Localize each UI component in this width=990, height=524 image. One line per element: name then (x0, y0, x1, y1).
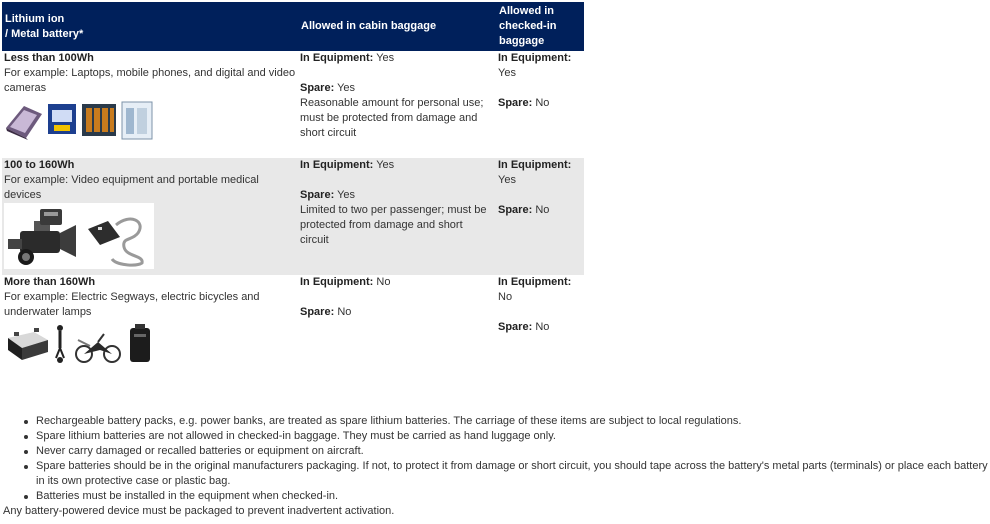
spare-label: Spare: (498, 321, 533, 333)
row-example: For example: Laptops, mobile phones, and digital and video cameras (4, 67, 296, 94)
spare-label: Spare: (300, 82, 335, 94)
list-item: Spare lithium batteries are not allowed in checked-in baggage. They must be carried as hand luggage only. (36, 429, 988, 444)
car-battery-icon (8, 328, 48, 360)
header-cabin-baggage: Allowed in cabin baggage (298, 2, 496, 51)
footer-note: Any battery-powered device must be packaged to prevent inadvertent activation. (3, 505, 395, 517)
electric-bicycle-icon (76, 334, 120, 362)
list-item: Never carry damaged or recalled batteries or equipment on aircraft. (36, 444, 988, 459)
equipment-label: In Equipment: (498, 52, 572, 64)
example-images (4, 100, 296, 140)
battery-type-cell (2, 51, 298, 158)
spare-value: Yes (337, 82, 356, 94)
laptop-icon (6, 106, 42, 140)
header-battery-type: Lithium ion / Metal battery* (2, 2, 298, 51)
equipment-label: In Equipment: (300, 276, 374, 288)
camera-battery-icon (40, 209, 62, 225)
underwater-lamp-battery-icon (130, 324, 150, 362)
equipment-label: In Equipment: (498, 276, 572, 288)
battery-type-cell (2, 275, 298, 365)
equipment-label: In Equipment: (300, 52, 374, 64)
row-title: More than 160Wh (4, 276, 96, 288)
spare-label: Spare: (498, 97, 533, 109)
equipment-label: In Equipment: (498, 159, 572, 171)
digital-camera-icon (82, 104, 116, 136)
cabin-cell (298, 158, 496, 275)
spare-value: No (535, 204, 550, 216)
cabin-cell (298, 275, 496, 365)
spare-value: No (535, 97, 550, 109)
battery-type-cell (2, 158, 298, 275)
table-row (2, 275, 584, 365)
spare-value: Yes (337, 189, 356, 201)
spare-label: Spare: (498, 204, 533, 216)
equipment-value: Yes (498, 174, 516, 186)
cabin-note: Limited to two per passenger; must be protected from damage and short circuit (300, 204, 487, 246)
spare-label: Spare: (300, 306, 335, 318)
row-example: For example: Video equipment and portable medical devices (4, 174, 259, 201)
list-item: Batteries must be installed in the equipment when checked-in. (36, 489, 988, 504)
notes-list (3, 414, 988, 504)
spare-value: No (337, 306, 352, 318)
video-camera-icon (8, 221, 76, 265)
row-title: 100 to 160Wh (4, 159, 75, 171)
cabin-note: Reasonable amount for personal use; must be protected from damage and short circuit (300, 97, 484, 139)
table-row (2, 158, 584, 275)
equipment-value: Yes (498, 67, 516, 79)
phone-battery-icon (122, 102, 152, 139)
row-example: For example: Electric Segways, electric bicycles and underwater lamps (4, 291, 260, 318)
segway-icon (56, 325, 64, 363)
table-header-row (2, 2, 584, 51)
cabin-cell (298, 51, 496, 158)
medical-device-icon (88, 219, 142, 265)
battery-rules-table (2, 2, 584, 365)
battery-notes (3, 414, 988, 519)
row-title: Less than 100Wh (4, 52, 94, 64)
example-images (4, 203, 296, 269)
header-checked-baggage: Allowed in checked-in baggage (496, 2, 584, 51)
table-row (2, 51, 584, 158)
equipment-value: Yes (376, 52, 395, 64)
equipment-value: No (498, 291, 513, 303)
list-item: Rechargeable battery packs, e.g. power banks, are treated as spare lithium batteries. The carriage of these items are subject to local regulations. (36, 414, 988, 429)
checked-cell (496, 275, 584, 365)
checked-cell (496, 158, 584, 275)
spare-label: Spare: (300, 189, 335, 201)
spare-value: No (535, 321, 550, 333)
example-images (4, 324, 296, 364)
equipment-label: In Equipment: (300, 159, 374, 171)
mobile-phone-icon (48, 104, 76, 134)
equipment-value: Yes (376, 159, 395, 171)
checked-cell (496, 51, 584, 158)
equipment-value: No (376, 276, 391, 288)
list-item: Spare batteries should be in the original manufacturers packaging. If not, to protect it from damage or short circuit, you should tape across the battery's metal parts (terminals) or place each battery in its own protective case or plastic bag. (36, 460, 988, 487)
